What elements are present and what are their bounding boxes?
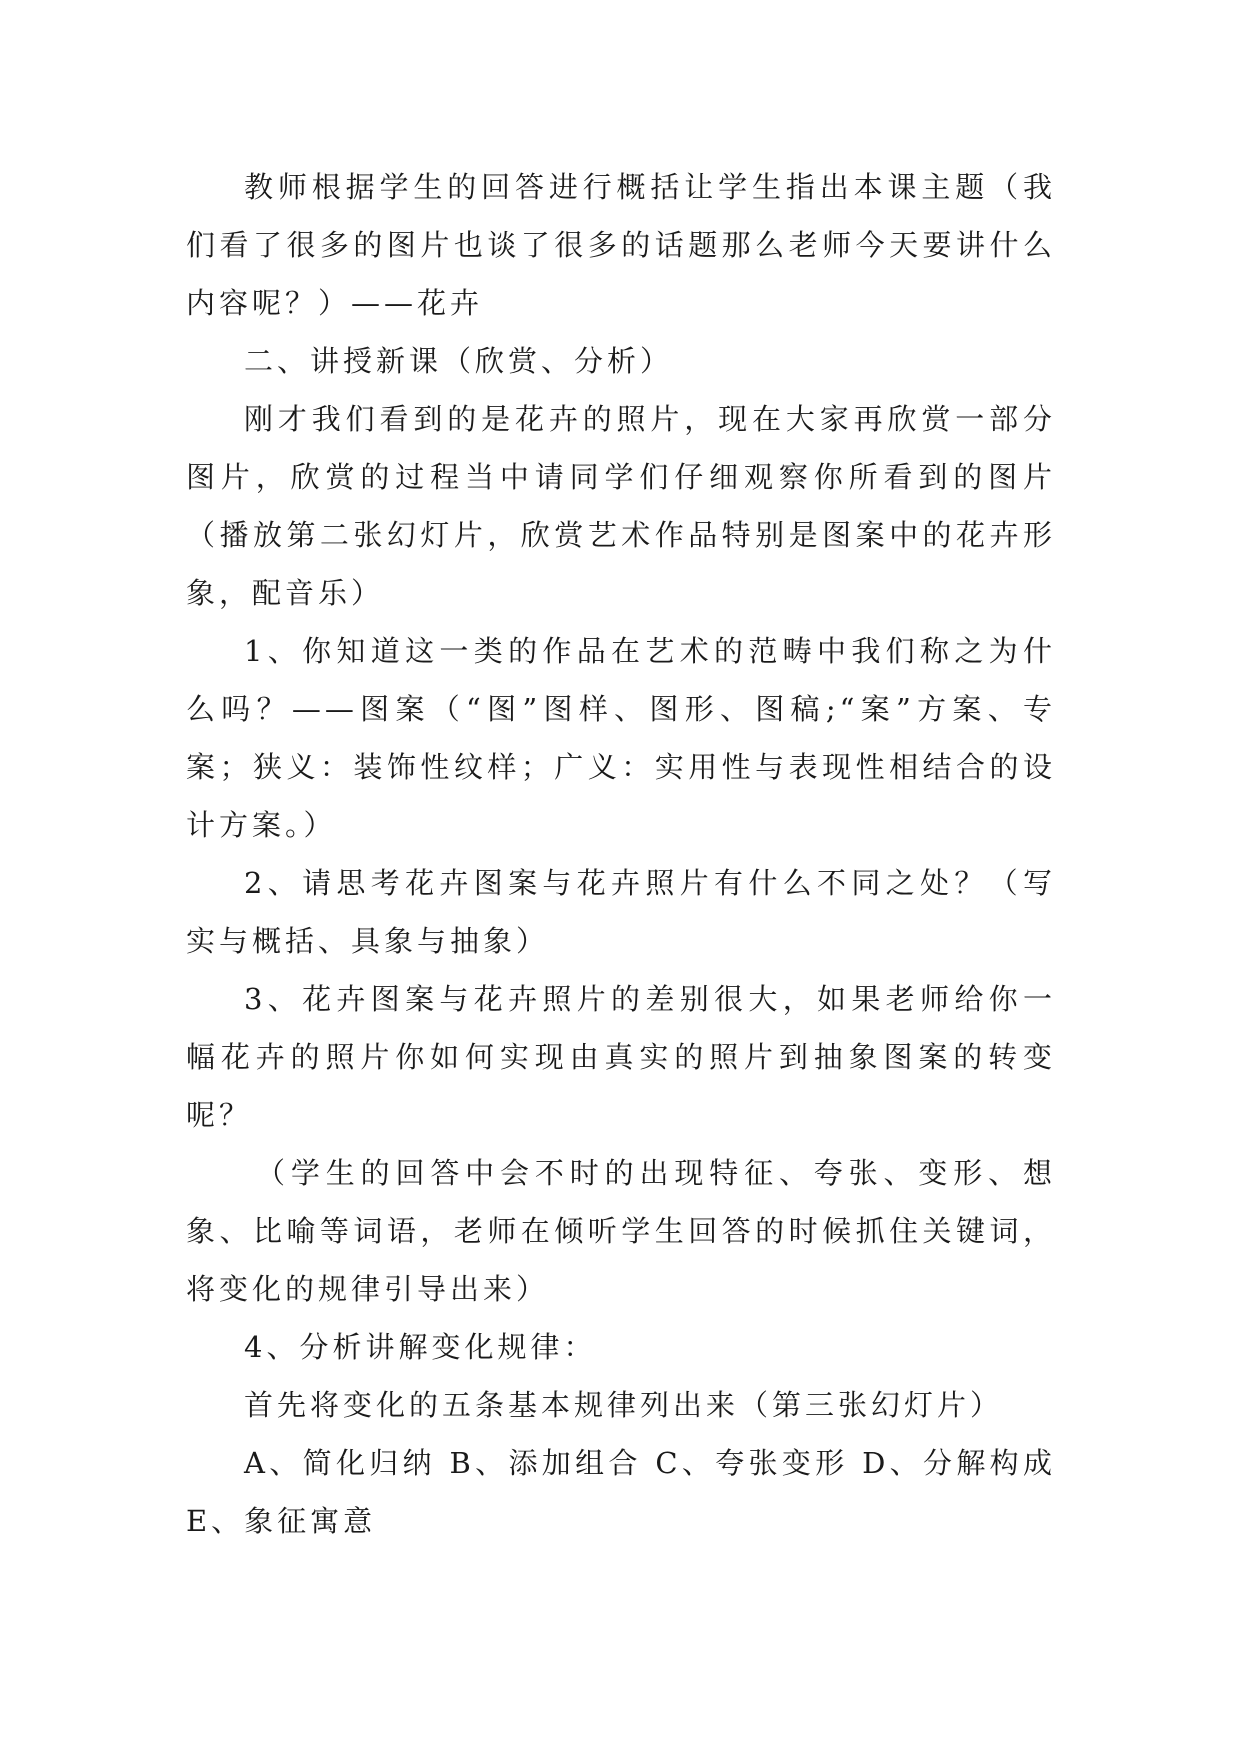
rules-list: A、简化归纳 B、添加组合 C、夸张变形 D、分解构成 E、象征寓意	[186, 1446, 1056, 1538]
paragraph-rules-intro: 首先将变化的五条基本规律列出来（第三张幻灯片）	[244, 1388, 1004, 1422]
paragraph-student-answers: （学生的回答中会不时的出现特征、夸张、变形、想象、比喻等词语，老师在倾听学生回答的时候抓住关键词，将变化的规律引导出来）	[186, 1156, 1056, 1306]
paragraph-summary: 教师根据学生的回答进行概括让学生指出本课主题（我们看了很多的图片也谈了很多的话题那么老师今天要讲什么内容呢？）——花卉	[186, 170, 1056, 320]
document-body	[186, 158, 1056, 1550]
paragraph-appreciation: 刚才我们看到的是花卉的照片，现在大家再欣赏一部分图片，欣赏的过程当中请同学们仔细观察你所看到的图片（播放第二张幻灯片，欣赏艺术作品特别是图案中的花卉形象，配音乐）	[186, 402, 1056, 610]
question-2: 2、请思考花卉图案与花卉照片有什么不同之处？（写实与概括、具象与抽象）	[186, 866, 1056, 958]
question-1: 1、你知道这一类的作品在艺术的范畴中我们称之为什么吗？——图案（“图”图样、图形、图稿;“案”方案、专案；狭义：装饰性纹样；广义：实用性与表现性相结合的设计方案。）	[186, 634, 1056, 842]
section-heading: 二、讲授新课（欣赏、分析）	[244, 344, 674, 378]
step-4: 4、分析讲解变化规律：	[244, 1330, 597, 1364]
question-3: 3、花卉图案与花卉照片的差别很大，如果老师给你一幅花卉的照片你如何实现由真实的照片到抽象图案的转变呢？	[186, 982, 1056, 1132]
